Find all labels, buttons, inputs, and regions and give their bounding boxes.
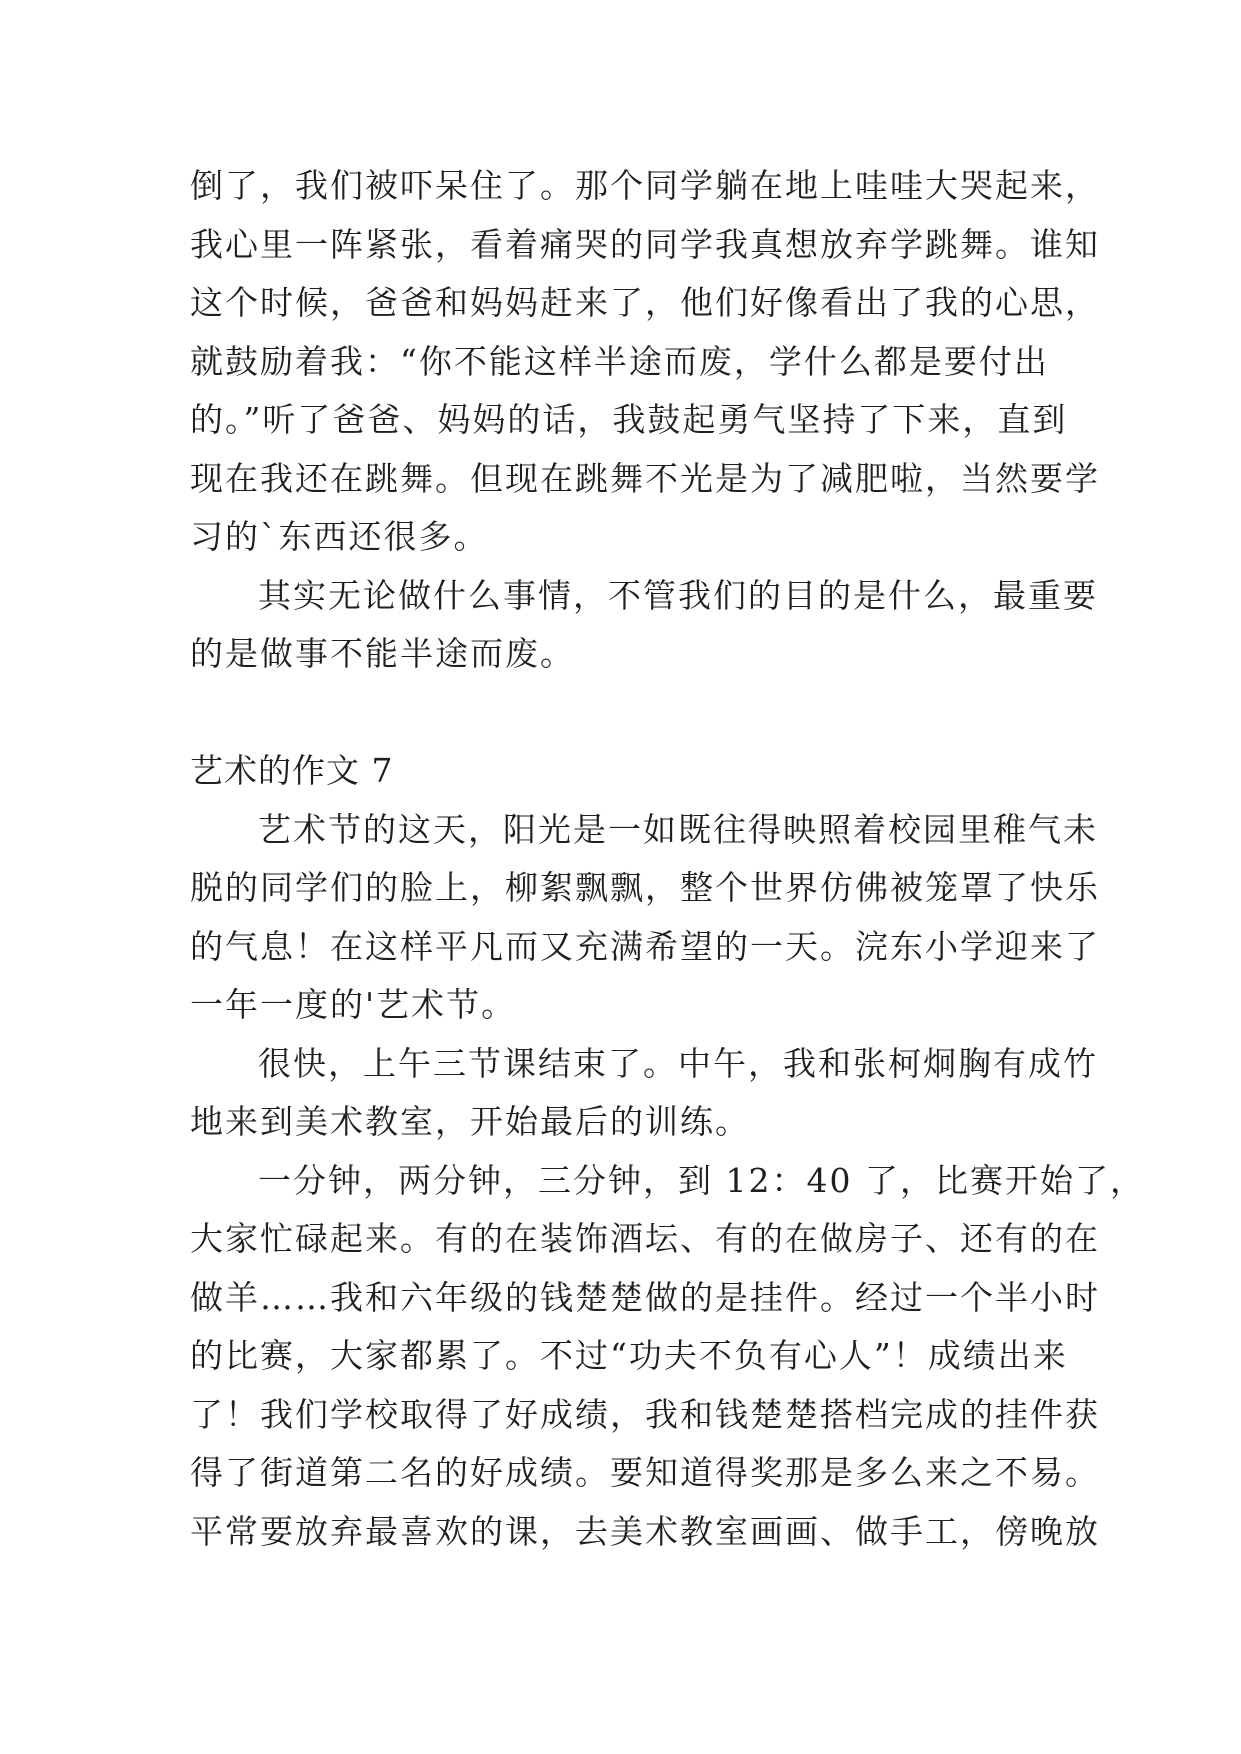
text-line: 平常要放弃最喜欢的课，去美术教室画画、做手工，傍晚放 — [190, 1512, 1100, 1551]
text-line: 一分钟，两分钟，三分钟，到 12：40 了，比赛开始了， — [258, 1161, 1145, 1200]
text-line: 我心里一阵紧张，看着痛哭的同学我真想放弃学跳舞。谁知 — [190, 225, 1100, 264]
text-line: 做羊……我和六年级的钱楚楚做的是挂件。经过一个半小时 — [190, 1278, 1100, 1317]
text-line: 现在我还在跳舞。但现在跳舞不光是为了减肥啦，当然要学 — [190, 459, 1100, 498]
text-line: 脱的同学们的脸上，柳絮飘飘，整个世界仿佛被笼罩了快乐 — [190, 868, 1100, 907]
text-line: 很快，上午三节课结束了。中午，我和张柯炯胸有成竹 — [258, 1044, 1098, 1083]
text-line: 得了街道第二名的好成绩。要知道得奖那是多么来之不易。 — [190, 1453, 1100, 1492]
section-title: 艺术的作文 7 — [190, 751, 394, 790]
text-line: 的气息！在这样平凡而又充满希望的一天。浣东小学迎来了 — [190, 927, 1100, 966]
text-line: 艺术节的这天，阳光是一如既往得映照着校园里稚气未 — [258, 810, 1098, 849]
text-line: 一年一度的'艺术节。 — [190, 985, 517, 1024]
text-line: 大家忙碌起来。有的在装饰酒坛、有的在做房子、还有的在 — [190, 1219, 1100, 1258]
text-line: 的。”听了爸爸、妈妈的话，我鼓起勇气坚持了下来，直到 — [190, 400, 1068, 439]
text-line: 倒了，我们被吓呆住了。那个同学躺在地上哇哇大哭起来， — [190, 166, 1100, 205]
text-line: 的比赛，大家都累了。不过“功夫不负有心人”！成绩出来 — [190, 1336, 1068, 1375]
text-line: 就鼓励着我：“你不能这样半途而废，学什么都是要付出 — [190, 342, 1049, 381]
text-line: 其实无论做什么事情，不管我们的目的是什么，最重要 — [258, 576, 1098, 615]
text-line: 这个时候，爸爸和妈妈赶来了，他们好像看出了我的心思， — [190, 283, 1100, 322]
text-line: 习的`东西还很多。 — [190, 517, 489, 556]
text-line: 的是做事不能半途而废。 — [190, 634, 575, 673]
text-line: 地来到美术教室，开始最后的训练。 — [190, 1102, 750, 1141]
text-line: 了！我们学校取得了好成绩，我和钱楚楚搭档完成的挂件获 — [190, 1395, 1100, 1434]
